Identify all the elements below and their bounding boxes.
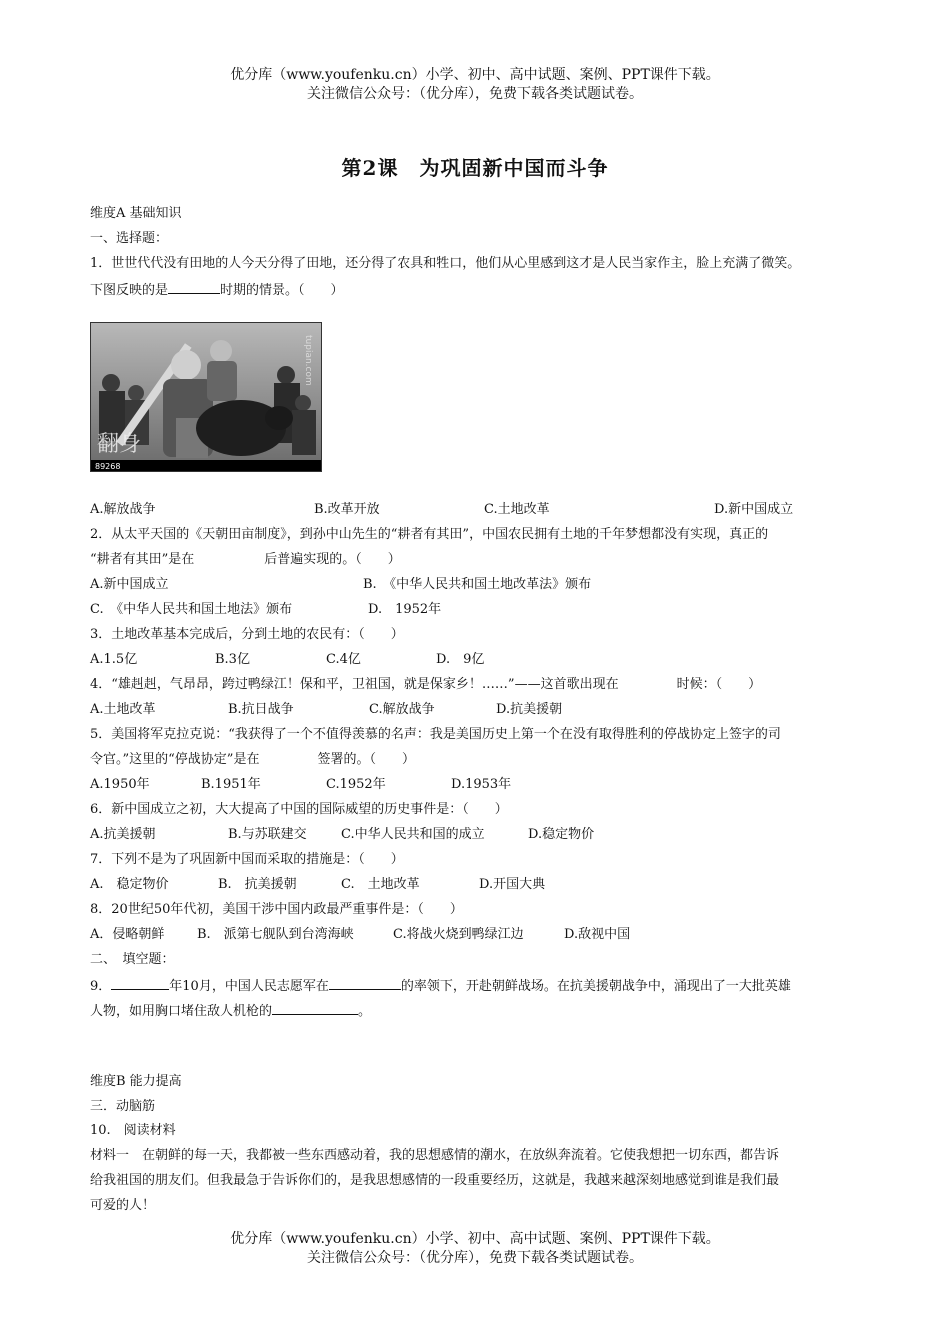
- q9-text-b: 。: [358, 1004, 372, 1019]
- q4-line-1: [90, 675, 761, 695]
- q8-line-1: 8．20世纪50年代初，美国干涉中国内政最严重事件是：（ ）: [90, 902, 463, 917]
- q9-text-mid1: 年10月，中国人民志愿军在: [169, 979, 329, 994]
- section-a-heading: 维度A 基础知识: [90, 206, 182, 221]
- q1-line-1: 1．世世代代没有田地的人今天分得了田地，还分得了农具和牲口，他们从心里感到这才是人民当家作主，脸上充满了微笑。: [90, 256, 801, 271]
- q1-text-a: 下图反映的是: [90, 283, 169, 298]
- q4-option-b: B.抗日战争: [228, 702, 294, 717]
- q8-option-d: D.敌视中国: [564, 927, 631, 942]
- q5-option-c: C.1952年: [326, 777, 386, 792]
- q10-material-1-line-2: 给我祖国的朋友们。但我最急于告诉你们的，是我思想感情的一段重要经历，这就是，我越来越深刻地感觉到谁是我们最: [90, 1173, 780, 1188]
- q5-text-a: 令官。”这里的“停战协定”是在: [90, 752, 260, 767]
- q6-option-d: D.稳定物价: [528, 827, 595, 842]
- q1-option-b: B.改革开放: [314, 502, 380, 517]
- q8-option-a: A．侵略朝鲜: [90, 927, 165, 942]
- land-reform-photo: [90, 322, 322, 472]
- q9-line-1: [90, 975, 791, 997]
- q4-option-c: C.解放战争: [369, 702, 435, 717]
- land-reform-photo-graphic: [91, 323, 321, 471]
- q9-text-mid2: 的率领下，开赴朝鲜战场。在抗美援朝战争中，涌现出了一大批英雄: [400, 979, 791, 994]
- q4-text-b: 时候：（ ）: [676, 677, 762, 692]
- header-line-2: 关注微信公众号：（优分库），免费下载各类试题试卷。: [307, 86, 643, 102]
- q3-option-a: A.1.5亿: [90, 652, 138, 667]
- q1-blank: [168, 279, 220, 294]
- q1-line-2: [90, 279, 344, 301]
- q2-option-c: C. 《中华人民共和国土地法》颁布: [90, 602, 293, 617]
- q4-option-a: A.土地改革: [90, 702, 156, 717]
- photo-watermark: tupian.com: [303, 335, 313, 386]
- q2-line-2: [90, 550, 401, 570]
- q6-option-a: A.抗美援朝: [90, 827, 156, 842]
- q7-line-1: 7．下列不是为了巩固新中国而采取的措施是：（ ）: [90, 852, 404, 867]
- q9-blank-hero: [272, 1000, 358, 1015]
- q5-line-1: 5．美国将军克拉克说：“我获得了一个不值得羡慕的名声：我是美国历史上第一个在没有取得胜利的停战协定上签字的司: [90, 727, 781, 742]
- q3-option-b: B.3亿: [215, 652, 250, 667]
- q9-line-2: [90, 1000, 371, 1022]
- q10-line-1: 10. 阅读材料: [90, 1123, 176, 1138]
- q10-material-1-line-3: 可爱的人！: [90, 1198, 156, 1213]
- q4-text-a: 4．“雄赳赳，气昂昂，跨过鸭绿江！保和平，卫祖国，就是保家乡！……”——这首歌出现在: [90, 677, 619, 692]
- q1-option-c: C.土地改革: [484, 502, 550, 517]
- q7-option-b: B. 抗美援朝: [218, 877, 297, 892]
- q1-option-a: A.解放战争: [90, 502, 156, 517]
- footer-line-2: 关注微信公众号：（优分库），免费下载各类试题试卷。: [307, 1250, 643, 1266]
- q5-option-d: D.1953年: [451, 777, 512, 792]
- page-title: 第2课 为巩固新中国而斗争: [341, 156, 609, 180]
- q7-option-d: D.开国大典: [479, 877, 546, 892]
- q9-text-a: 人物，如用胸口堵住敌人机枪的: [90, 1004, 273, 1019]
- part-2-heading: 二、 填空题：: [90, 952, 175, 967]
- q6-option-c: C.中华人民共和国的成立: [341, 827, 485, 842]
- q5-option-a: A.1950年: [90, 777, 150, 792]
- q6-option-b: B.与苏联建交: [228, 827, 307, 842]
- part-1-heading: 一、选择题：: [90, 231, 169, 246]
- part-3-heading: 三．动脑筋: [90, 1099, 156, 1114]
- q8-option-b: B. 派第七舰队到台湾海峡: [197, 927, 354, 942]
- q2-text-b: 后普遍实现的。（ ）: [264, 552, 401, 567]
- q9-prefix: 9．: [90, 979, 112, 994]
- header-line-1: 优分库（www.youfenku.cn）小学、初中、高中试题、案例、PPT课件下载。: [230, 67, 720, 83]
- q2-option-b: B. 《中华人民共和国土地改革法》颁布: [363, 577, 592, 592]
- q2-option-d: D. 1952年: [368, 602, 442, 617]
- q6-line-1: 6．新中国成立之初，大大提高了中国的国际威望的历史事件是：（ ）: [90, 802, 508, 817]
- q4-option-d: D.抗美援朝: [496, 702, 563, 717]
- q10-material-1-line-1: 材料一 在朝鲜的每一天，我都被一些东西感动着，我的思想感情的潮水，在放纵奔流着。它使我想把一切东西，都告诉: [90, 1148, 780, 1163]
- q1-text-b: 时期的情景。（ ）: [220, 283, 344, 298]
- q5-text-b: 签署的。（ ）: [317, 752, 415, 767]
- q2-line-1: 2．从太平天国的《天朝田亩制度》，到孙中山先生的“耕者有其田”，中国农民拥有土地的千年梦想都没有实现，真正的: [90, 527, 769, 542]
- q9-blank-leader: [329, 975, 401, 990]
- q3-line-1: 3．土地改革基本完成后，分到土地的农民有：（ ）: [90, 627, 404, 642]
- q7-option-c: C. 土地改革: [341, 877, 420, 892]
- q7-option-a: A. 稳定物价: [90, 877, 169, 892]
- q9-blank-year: [111, 975, 169, 990]
- photo-caption-id: 89268: [95, 462, 121, 471]
- q8-option-c: C.将战火烧到鸭绿江边: [393, 927, 524, 942]
- section-b-heading: 维度B 能力提高: [90, 1074, 182, 1089]
- footer-line-1: 优分库（www.youfenku.cn）小学、初中、高中试题、案例、PPT课件下载。: [230, 1231, 720, 1247]
- q3-option-d: D. 9亿: [436, 652, 485, 667]
- q5-line-2: [90, 750, 415, 770]
- svg-text:翻身: 翻身: [97, 432, 142, 457]
- q3-option-c: C.4亿: [326, 652, 361, 667]
- q2-text-a: “耕者有其田”是在: [90, 552, 195, 567]
- q2-option-a: A.新中国成立: [90, 577, 169, 592]
- q1-option-d: D.新中国成立: [714, 502, 794, 517]
- q5-option-b: B.1951年: [201, 777, 261, 792]
